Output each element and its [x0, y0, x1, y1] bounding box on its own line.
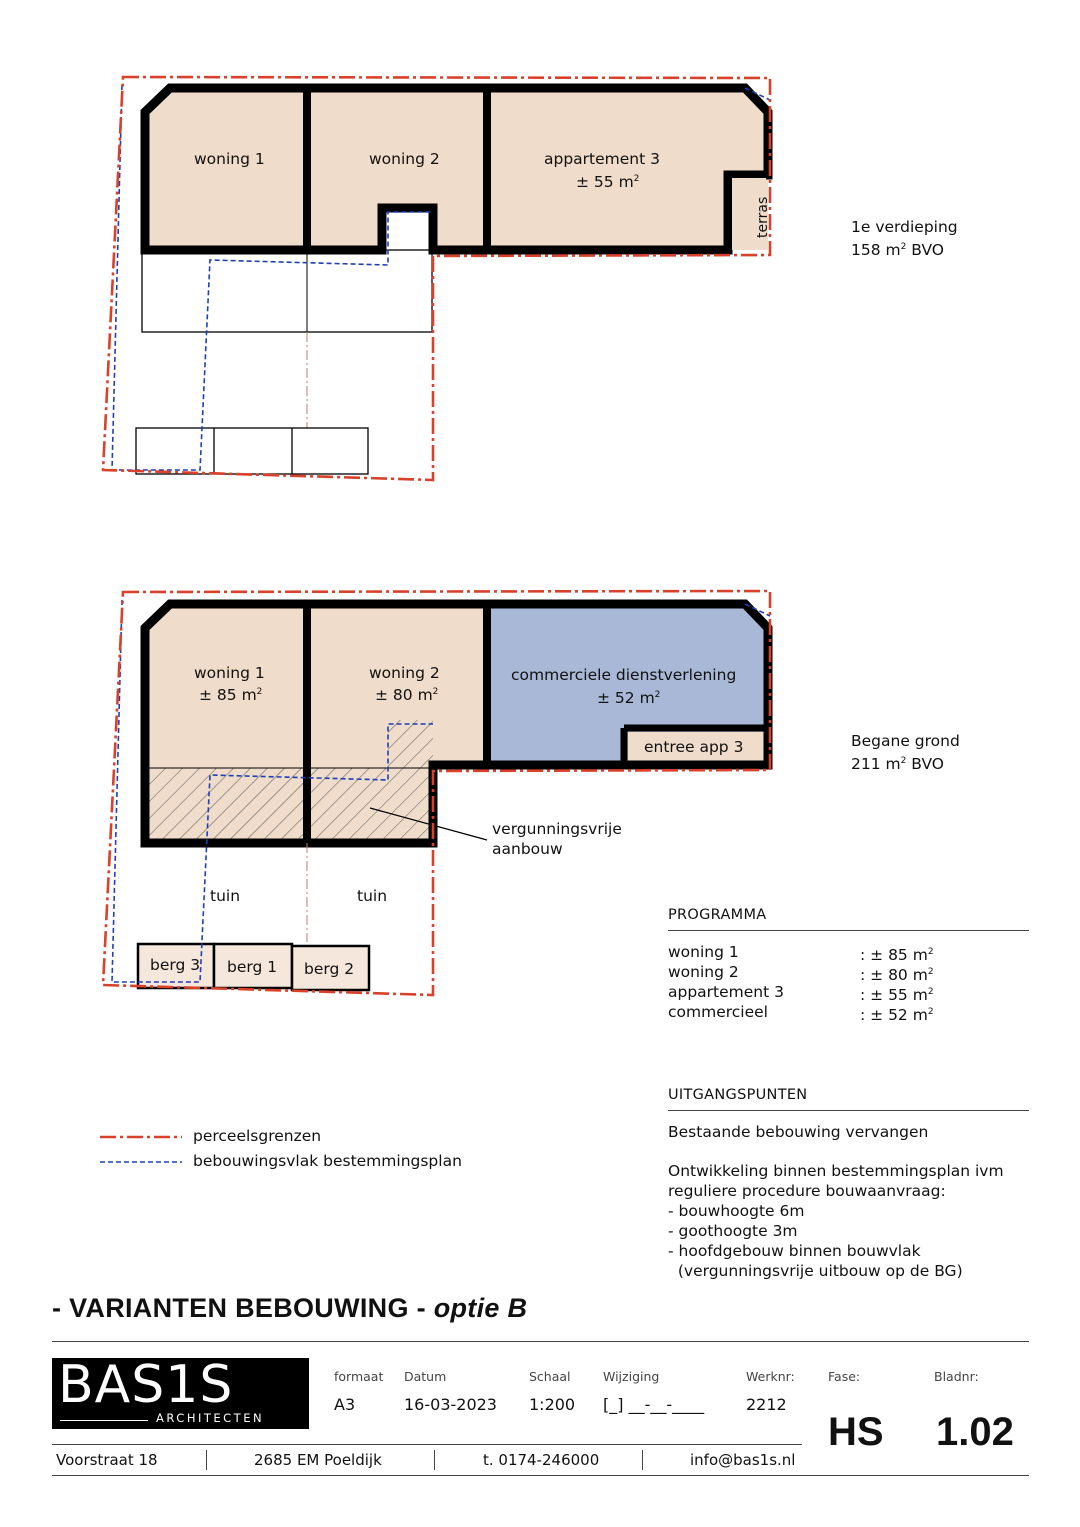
uitgangspunten-line: - bouwhoogte 6m	[668, 1202, 805, 1220]
uitgangspunten-line: - hoofdgebouw binnen bouwvlak	[668, 1242, 921, 1260]
programma-row: woning 1 : ± 85 $m^2$	[668, 943, 934, 965]
fase-label: Fase:	[828, 1369, 861, 1384]
lower-floor-area: 211 $m^2$ BVO	[851, 755, 944, 774]
schaal-value: 1:200	[529, 1395, 576, 1414]
datum-value: 16-03-2023	[404, 1395, 497, 1414]
upper-floor-area: 158 $m^2$ BVO	[851, 241, 944, 260]
lower-floor-label: Begane grond	[851, 732, 960, 750]
lower-room-woning-2-area: ± 80 $m^2$	[375, 686, 439, 705]
bottom-rule	[52, 1475, 1029, 1476]
shed-berg-1-label: berg 1	[227, 958, 278, 976]
uitgangspunten-line: reguliere procedure bouwaanvraag:	[668, 1182, 946, 1200]
bladnr-value: 1.02	[936, 1410, 1014, 1454]
upper-floor-plan	[103, 77, 770, 480]
bladnr-label: Bladnr:	[934, 1369, 979, 1384]
legend	[100, 1137, 182, 1162]
shed-berg-2-label: berg 2	[304, 960, 355, 978]
bas1s-logo: BAS1S ARCHITECTEN	[52, 1358, 309, 1429]
address-street: Voorstraat 18	[56, 1451, 158, 1469]
programma-title: PROGRAMMA	[668, 907, 767, 923]
formaat-value: A3	[334, 1395, 356, 1414]
upper-room-appartement-3-area: ± 55 $m^2$	[576, 173, 640, 192]
lower-floor-plan	[103, 591, 770, 995]
uitgangspunten-line: Ontwikkeling binnen bestemmingsplan ivm	[668, 1162, 1004, 1180]
address-email[interactable]: info@bas1s.nl	[690, 1451, 796, 1469]
uitgangspunten-rule	[668, 1110, 1029, 1111]
shed-berg-3-label: berg 3	[150, 956, 201, 974]
fase-value: HS	[828, 1410, 884, 1454]
annex-label-line-2: aanbouw	[492, 840, 563, 858]
uitgangspunten-line: - goothoogte 3m	[668, 1222, 798, 1240]
address-top-rule	[52, 1444, 802, 1445]
uitgangspunten-title: UITGANGSPUNTEN	[668, 1087, 808, 1103]
werknr-value: 2212	[746, 1395, 787, 1414]
wijziging-label: Wijziging	[603, 1369, 660, 1384]
terras-label: terras	[755, 196, 771, 238]
entree-app-3-label: entree app 3	[644, 738, 744, 756]
werknr-label: Werknr:	[746, 1369, 795, 1384]
programma-row: appartement 3 : ± 55 $m^2$	[668, 983, 934, 1005]
annex-hatch	[145, 768, 433, 840]
programma-row: woning 2 : ± 80 $m^2$	[668, 963, 934, 985]
uitgangspunten-line: (vergunningsvrije uitbouw op de BG)	[668, 1262, 963, 1280]
address-phone: t. 0174-246000	[483, 1451, 600, 1469]
lower-room-commercial-area: ± 52 $m^2$	[597, 689, 661, 708]
formaat-label: formaat	[334, 1369, 384, 1384]
lower-room-woning-1-area: ± 85 $m^2$	[199, 686, 263, 705]
garden-2-label: tuin	[357, 887, 388, 905]
address-separator	[434, 1450, 435, 1470]
uitgangspunten-line: Bestaande bebouwing vervangen	[668, 1123, 929, 1141]
programma-row: commercieel : ± 52 $m^2$	[668, 1003, 934, 1025]
legend-zoning-label: bebouwingsvlak bestemmingsplan	[193, 1152, 462, 1170]
title-rule	[52, 1341, 1029, 1342]
upper-room-appartement-3-label: appartement 3	[544, 150, 660, 168]
annex-label-line-1: vergunningsvrije	[492, 820, 622, 838]
programma-rule	[668, 930, 1029, 931]
lower-room-woning-2-label: woning 2	[369, 664, 440, 682]
sheet-title: - VARIANTEN BEBOUWING - optie B	[52, 1293, 528, 1323]
legend-parcel-label: perceelsgrenzen	[193, 1127, 322, 1145]
wijziging-value: [_] __-__-____	[603, 1395, 705, 1414]
datum-label: Datum	[404, 1369, 447, 1384]
lower-room-woning-1-label: woning 1	[194, 664, 265, 682]
upper-room-woning-2-label: woning 2	[369, 150, 440, 168]
garden-1-label: tuin	[210, 887, 241, 905]
upper-floor-label: 1e verdieping	[851, 218, 958, 236]
address-separator	[642, 1450, 643, 1470]
address-city: 2685 EM Poeldijk	[254, 1451, 382, 1469]
lower-room-commercial-label: commerciele dienstverlening	[511, 666, 737, 684]
schaal-label: Schaal	[529, 1369, 571, 1384]
address-separator	[206, 1450, 207, 1470]
upper-room-woning-1-label: woning 1	[194, 150, 265, 168]
